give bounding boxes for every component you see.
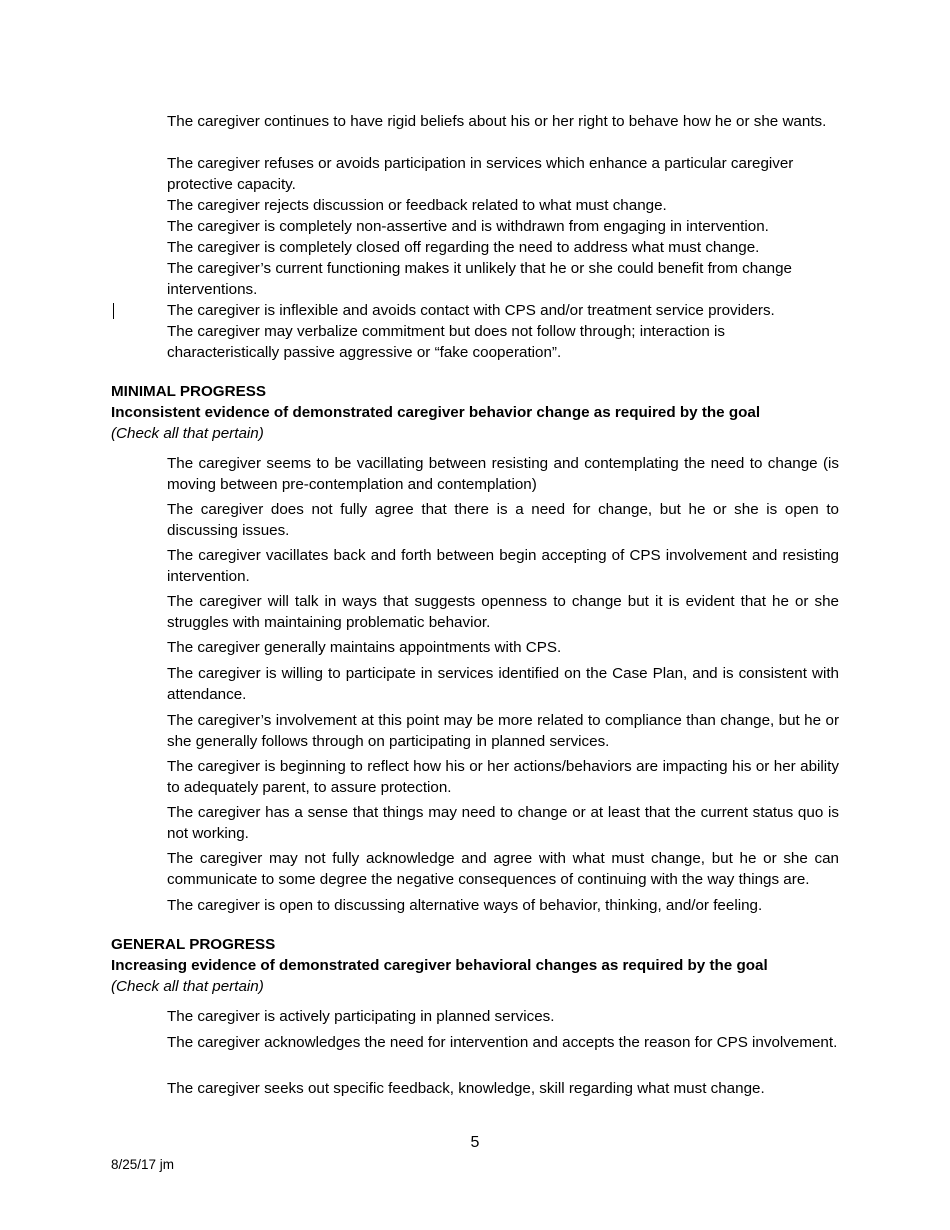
list-item: The caregiver seeks out specific feedback, knowledge, skill regarding what must change.: [167, 1080, 765, 1097]
section-instruction-minimal: (Check all that pertain): [111, 425, 264, 442]
list-item: The caregiver rejects discussion or feedback related to what must change.: [167, 197, 667, 214]
list-item: The caregiver’s involvement at this point may be more related to compliance than change, but he or she generally follows through on participating in planned services.: [167, 712, 839, 750]
list-item: The caregiver vacillates back and forth between begin accepting of CPS involvement and resisting intervention.: [167, 547, 839, 585]
list-item: The caregiver continues to have rigid beliefs about his or her right to behave how he or she wants.: [167, 113, 827, 130]
section-title-general: GENERAL PROGRESS: [111, 936, 276, 953]
list-item: The caregiver’s current functioning makes it unlikely that he or she could benefit from change interventions.: [167, 260, 792, 298]
list-item: The caregiver is willing to participate in services identified on the Case Plan, and is consistent with attendance.: [167, 665, 839, 703]
list-item: The caregiver is beginning to reflect how his or her actions/behaviors are impacting his or her ability to adequately parent, to assure protection.: [167, 758, 839, 796]
list-item: The caregiver refuses or avoids participation in services which enhance a particular caregiver protective capacity.: [167, 155, 794, 193]
list-item: The caregiver generally maintains appointments with CPS.: [167, 639, 562, 656]
section-subtitle-minimal: Inconsistent evidence of demonstrated caregiver behavior change as required by the goal: [111, 404, 761, 421]
section-instruction-general: (Check all that pertain): [111, 978, 264, 995]
section-subtitle-general: Increasing evidence of demonstrated caregiver behavioral changes as required by the goal: [111, 957, 768, 974]
list-item: The caregiver is actively participating in planned services.: [167, 1008, 555, 1025]
list-item: The caregiver may verbalize commitment but does not follow through; interaction is characteristically passive aggressive or “fake cooperation”.: [167, 323, 725, 361]
revision-change-bar: [113, 303, 114, 319]
list-item: The caregiver has a sense that things may need to change or at least that the current status quo is not working.: [167, 804, 839, 842]
page-number: 5: [470, 1134, 480, 1151]
list-item: The caregiver is inflexible and avoids contact with CPS and/or treatment service providers.: [167, 302, 775, 319]
footer-date: 8/25/17 jm: [111, 1157, 175, 1172]
list-item: The caregiver seems to be vacillating between resisting and contemplating the need to change (is moving between pre-contemplation and contemplation): [167, 455, 839, 493]
list-item: The caregiver does not fully agree that there is a need for change, but he or she is open to discussing issues.: [167, 501, 839, 539]
list-item: The caregiver is completely non-assertive and is withdrawn from engaging in intervention.: [167, 218, 769, 235]
list-item: The caregiver acknowledges the need for intervention and accepts the reason for CPS involvement.: [167, 1034, 838, 1051]
section-title-minimal: MINIMAL PROGRESS: [111, 383, 266, 400]
list-item: The caregiver is completely closed off regarding the need to address what must change.: [167, 239, 760, 256]
list-item: The caregiver will talk in ways that suggests openness to change but it is evident that he or she struggles with maintaining problematic behavior.: [167, 593, 839, 631]
list-item: The caregiver may not fully acknowledge and agree with what must change, but he or she can communicate to some degree the negative consequences of continuing with the way things are.: [167, 850, 839, 888]
list-item: The caregiver is open to discussing alternative ways of behavior, thinking, and/or feeling.: [167, 897, 763, 914]
